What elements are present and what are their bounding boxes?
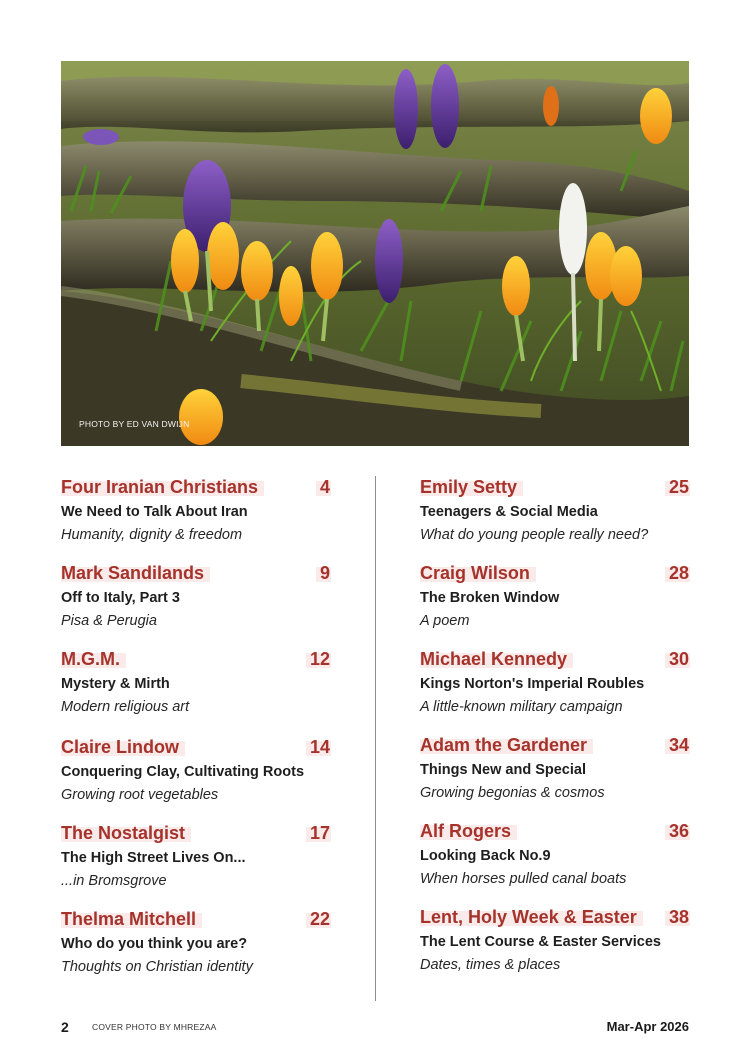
contents-entry[interactable] xyxy=(420,820,690,904)
crocus-photo-illustration xyxy=(61,61,689,446)
entry-subtitle: Thoughts on Christian identity xyxy=(61,959,253,975)
contents-entry[interactable] xyxy=(420,734,690,818)
footer-cover-credit: COVER PHOTO BY MHREZAA xyxy=(92,1022,217,1032)
contents-entry[interactable] xyxy=(420,906,690,990)
contents-entry[interactable] xyxy=(61,736,331,820)
entry-subtitle: Modern religious art xyxy=(61,699,190,715)
entry-author: Claire Lindow xyxy=(61,736,185,758)
entry-author: Craig Wilson xyxy=(420,562,536,584)
cover-photo xyxy=(61,61,689,446)
column-divider xyxy=(375,476,376,1001)
entry-subtitle: A little-known military campaign xyxy=(420,699,623,715)
entry-subtitle: What do young people really need? xyxy=(420,527,649,543)
entry-page-number: 14 xyxy=(306,736,331,758)
contents-entry[interactable] xyxy=(420,648,690,732)
entry-subtitle: Growing begonias & cosmos xyxy=(420,785,605,801)
photo-credit: PHOTO BY ED VAN DWIJN xyxy=(79,419,190,429)
contents-entry[interactable] xyxy=(61,562,331,646)
footer-page-number: 2 xyxy=(61,1019,69,1035)
entry-page-number: 25 xyxy=(665,476,690,498)
entry-subtitle: Humanity, dignity & freedom xyxy=(61,527,243,543)
entry-subtitle: When horses pulled canal boats xyxy=(420,871,627,887)
entry-page-number: 30 xyxy=(665,648,690,670)
entry-page-number: 38 xyxy=(665,906,690,928)
entry-page-number: 9 xyxy=(316,562,331,584)
entry-page-number: 36 xyxy=(665,820,690,842)
contents-entry[interactable] xyxy=(61,908,331,992)
entry-subtitle: Pisa & Perugia xyxy=(61,613,157,629)
entry-page-number: 12 xyxy=(306,648,331,670)
entry-title: The Broken Window xyxy=(420,590,560,606)
entry-title: We Need to Talk About Iran xyxy=(61,504,248,520)
entry-subtitle: A poem xyxy=(420,613,470,629)
entry-page-number: 17 xyxy=(306,822,331,844)
footer-issue-date: Mar-Apr 2026 xyxy=(606,1019,689,1034)
entry-title: Looking Back No.9 xyxy=(420,848,551,864)
entry-author: Lent, Holy Week & Easter xyxy=(420,906,643,928)
entry-page-number: 22 xyxy=(306,908,331,930)
entry-author: Thelma Mitchell xyxy=(61,908,202,930)
entry-title: The Lent Course & Easter Services xyxy=(420,934,661,950)
entry-title: Who do you think you are? xyxy=(61,936,248,952)
entry-author: Mark Sandilands xyxy=(61,562,210,584)
entry-title: Teenagers & Social Media xyxy=(420,504,598,520)
entry-author: Alf Rogers xyxy=(420,820,517,842)
entry-title: Conquering Clay, Cultivating Roots xyxy=(61,764,305,780)
entry-author: Four Iranian Christians xyxy=(61,476,264,498)
entry-title: Kings Norton's Imperial Roubles xyxy=(420,676,645,692)
entry-author: Emily Setty xyxy=(420,476,523,498)
entry-author: Michael Kennedy xyxy=(420,648,573,670)
entry-subtitle: Growing root vegetables xyxy=(61,787,219,803)
contents-entry[interactable] xyxy=(61,476,331,560)
entry-title: Things New and Special xyxy=(420,762,586,778)
entry-title: The High Street Lives On... xyxy=(61,850,246,866)
entry-subtitle: ...in Bromsgrove xyxy=(61,873,167,889)
entry-page-number: 34 xyxy=(665,734,690,756)
entry-author: The Nostalgist xyxy=(61,822,191,844)
contents-entry[interactable] xyxy=(61,822,331,906)
entry-author: M.G.M. xyxy=(61,648,126,670)
entry-title: Mystery & Mirth xyxy=(61,676,170,692)
contents-entry[interactable] xyxy=(61,648,331,732)
entry-title: Off to Italy, Part 3 xyxy=(61,590,180,606)
contents-entry[interactable] xyxy=(420,562,690,646)
entry-page-number: 28 xyxy=(665,562,690,584)
entry-page-number: 4 xyxy=(316,476,331,498)
contents-entry[interactable] xyxy=(420,476,690,560)
entry-author: Adam the Gardener xyxy=(420,734,593,756)
entry-subtitle: Dates, times & places xyxy=(420,957,561,973)
